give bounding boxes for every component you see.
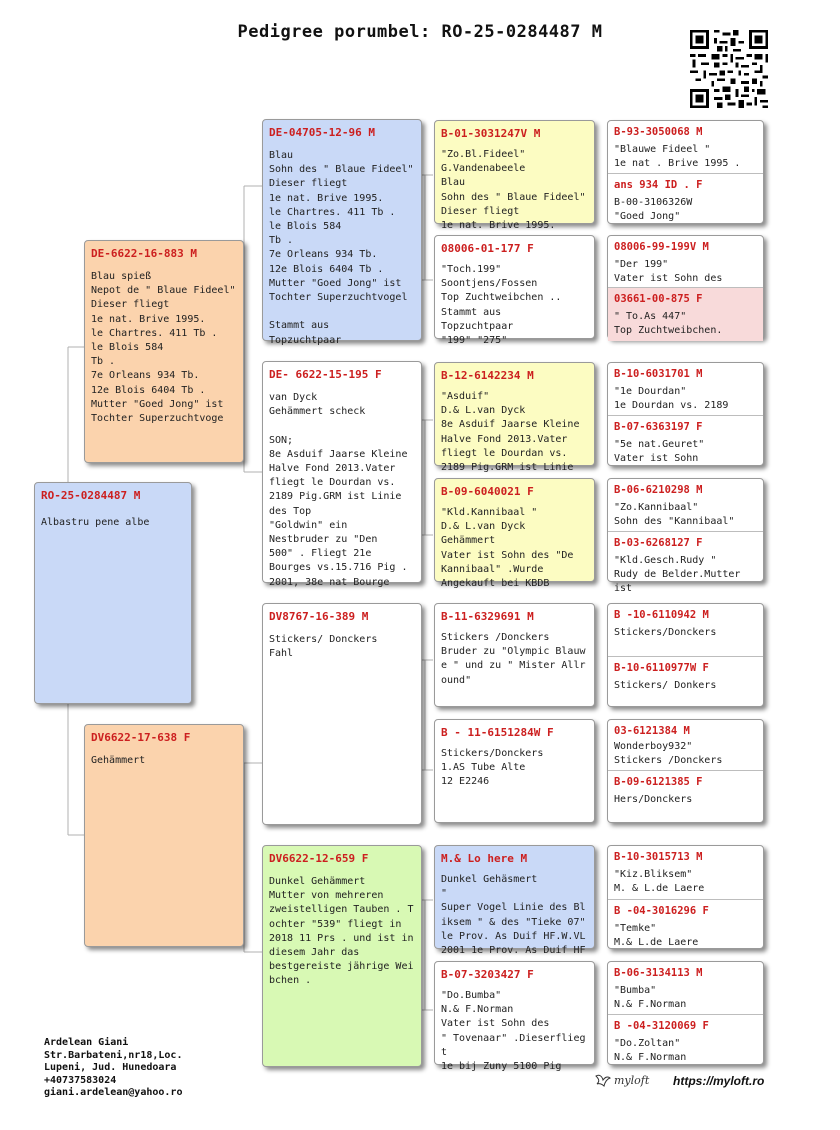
ancestor-dam[interactable] [608,656,763,709]
pigeon-info: Albastru pene albe [41,517,150,528]
pigeon-info: "Kiz.Bliksem" M. & L.de Laere [614,869,705,895]
ring-number: M.& Lo here M [441,852,528,865]
ancestor-card[interactable] [434,235,595,347]
ring-number: B-07-3203427 F [441,968,534,981]
myloft-logo: myloft [614,1074,650,1087]
ring-number: DE-6622-16-883 M [91,247,197,260]
ancestor-sire[interactable] [608,236,763,287]
owner-city: Lupeni, Jud. Hunedoara [44,1062,177,1074]
ancestor-card[interactable] [434,603,595,707]
pigeon-info: "Toch.199" Soontjens/Fossen Top Zuchtweibchen .. Stammt aus Topzuchtpaar "199" "275" [441,264,562,347]
pigeon-info: "Kld.Gesch.Rudy " Rudy de Belder.Mutter ist [614,555,741,595]
ring-number: B-06-3134113 M [614,967,703,979]
pigeon-info: Stickers/ Donkers [614,680,717,691]
owner-phone: +40737583024 [44,1074,117,1086]
subject-pigeon-card[interactable] [34,482,192,704]
ancestor-pair-card[interactable] [607,845,764,949]
ancestor-sire[interactable] [608,962,763,1014]
ancestor-sire[interactable] [608,363,763,415]
ring-number: ans 934 ID . F [614,179,703,191]
ancestor-dam[interactable] [608,1014,763,1067]
ring-number: B-10-3015713 M [614,851,703,863]
pigeon-info: B-00-3106326W "Goed Jong" [614,197,693,223]
dam-dam-card[interactable] [262,845,422,1067]
pigeon-info: Wonderboy932" Stickers /Donckers [614,741,723,767]
ring-number: B-06-6210298 M [614,484,703,496]
pigeon-info: van Dyck Gehämmert scheck SON; 8e Asduif Jaarse Kleine Halve Fond 2013.Vater fliegt le Dourdan vs. 2189 Pig.GRM ist Linie des Top "Goldwin" ein Nestbruder zu "Den 500" . Fliegt 21e Bourges vs.15.716 Pig . 2001, 38e nat Bourge [269,392,408,588]
ring-number: RO-25-0284487 M [41,489,141,502]
pigeon-info: Stickers/Donckers 1.AS Tube Alte 12 E2246 [441,748,544,788]
ring-number: B - 11-6151284W F [441,726,554,739]
ancestor-sire[interactable] [608,604,763,656]
ring-number: B-07-6363197 F [614,421,703,433]
ring-number: B-11-6329691 M [441,610,534,623]
pigeon-info: Dunkel Gehämmert Mutter von mehreren zweistelligen Tauben . T ochter "539" fliegt in 2018 11 Prs . und ist in diesem Jahr das bestgereiste jährige Wei bchen . [269,876,414,987]
ancestor-sire[interactable] [608,720,763,770]
owner-email[interactable]: giani.ardelean@yahoo.ro [44,1087,183,1099]
pigeon-info: "Do.Zoltan" N.& F.Norman [614,1038,687,1064]
pigeon-info: Stickers /Donckers Bruder zu "Olympic Blauw e " und zu " Mister Allr ound" [441,632,586,686]
ancestor-dam[interactable] [608,287,763,341]
owner-street: Str.Barbateni,nr18,Loc. [44,1049,183,1061]
pigeon-info: "Bumba" N.& F.Norman [614,985,687,1011]
ring-number: B-93-3050068 M [614,126,703,138]
pigeon-info: "Zo.Bl.Fideel" G.Vandenabeele Blau Sohn des " Blaue Fideel" Dieser fliegt 1e nat. Brive 1995. [441,149,586,232]
myloft-bird-icon [594,1072,612,1090]
ancestor-pair-card[interactable] [607,235,764,339]
ring-number: 08006-01-177 F [441,242,534,255]
dam-sire-card[interactable] [262,603,422,825]
pigeon-info: Blau Sohn des " Blaue Fideel" Dieser fliegt 1e nat. Brive 1995. le Chartres. 411 Tb . le Blois 584 Tb . 7e Orleans 934 Tb. 12e Blois 6404 Tb . Mutter "Goed Jong" ist Tochter Superzuchtvogel Stammt aus Topzuchtpaar [269,150,414,346]
ring-number: B-03-6268127 F [614,537,703,549]
ancestor-sire[interactable] [608,479,763,531]
ancestor-card[interactable] [434,478,595,590]
ring-number: B-10-6031701 M [614,368,703,380]
ancestor-card[interactable] [434,719,595,823]
pigeon-info: "Der 199" Vater ist Sohn des [614,259,723,285]
pigeon-info: "5e nat.Geuret" Vater ist Sohn [614,439,705,465]
dam-card[interactable] [84,724,244,947]
ancestor-dam[interactable] [608,173,763,226]
sire-sire-card[interactable] [262,119,422,346]
pigeon-info: "Temke" M.& L.de Laere [614,923,699,949]
pigeon-info: "Do.Bumba" N.& F.Norman Vater ist Sohn des " Tovenaar" .Dieserflieg t 1e bij Zuny 5100 Pig [441,990,586,1073]
ring-number: B -04-3120069 F [614,1020,709,1032]
sire-card[interactable] [84,240,244,463]
ancestor-pair-card[interactable] [607,478,764,595]
ancestor-sire[interactable] [608,846,763,899]
ancestor-dam[interactable] [608,770,763,825]
ancestor-dam[interactable] [608,415,763,468]
pigeon-info: "1e Dourdan" 1e Dourdan vs. 2189 [614,386,729,412]
ring-number: B -10-6110942 M [614,609,709,621]
page-title: Pedigree porumbel: RO-25-0284487 M [237,22,603,42]
pigeon-info: "Blauwe Fideel " 1e nat . Brive 1995 . [614,144,741,170]
ancestor-dam[interactable] [608,899,763,951]
owner-name: Ardelean Giani [44,1037,129,1048]
ring-number: B -04-3016296 F [614,905,709,917]
pigeon-info: Blau spieß Nepot de " Blaue Fideel" Dieser fliegt 1e nat. Brive 1995. le Chartres. 411 Tb . le Blois 584 Tb . 7e Orleans 934 Tb. 12e Blois 6404 Tb . Mutter "Goed Jong" ist Tochter Superzuchtvoge [91,271,236,425]
ancestor-pair-card[interactable] [607,961,764,1065]
ring-number: DV6622-17-638 F [91,731,191,744]
pigeon-info: "Zo.Kannibaal" Sohn des "Kannibaal" [614,502,735,528]
ancestor-pair-card[interactable] [607,120,764,224]
pigeon-info: Stickers/ Donckers Fahl [269,634,378,660]
owner-contact [44,1037,182,1100]
ancestor-dam[interactable] [608,531,763,595]
ring-number: 03661-00-875 F [614,293,703,305]
ancestor-card[interactable] [434,120,595,232]
ring-number: B-12-6142234 M [441,369,534,382]
sire-dam-card[interactable] [262,361,422,588]
pigeon-info: "Kld.Kannibaal " D.& L.van Dyck Gehämmert Vater ist Sohn des "De Kannibaal" .Wurde Angekauft bei KBDB [441,507,574,590]
ring-number: B-09-6040021 F [441,485,534,498]
pigeon-info: Hers/Donckers [614,794,693,805]
ring-number: B-09-6121385 F [614,776,703,788]
pigeon-info: Stickers/Donckers [614,627,717,638]
ring-number: DV6622-12-659 F [269,852,369,865]
ring-number: DE-04705-12-96 M [269,126,375,139]
pigeon-info: " To.As 447" Top Zuchtweibchen. [614,311,723,337]
footer-url-link[interactable]: https://myloft.ro [673,1074,765,1088]
ancestor-pair-card[interactable] [607,362,764,466]
ring-number: 03-6121384 M [614,725,690,737]
pigeon-info: "Asduif" D.& L.van Dyck 8e Asduif Jaarse Kleine Halve Fond 2013.Vater fliegt le Dourdan vs. 2189 Pig.GRM ist Linie [441,391,580,474]
ancestor-card[interactable] [434,845,595,957]
ancestor-sire[interactable] [608,121,763,173]
ancestor-pair-card[interactable] [607,603,764,707]
pigeon-info: Gehämmert [91,755,146,766]
ancestor-card[interactable] [434,362,595,474]
ring-number: B-10-6110977W F [614,662,709,674]
ancestor-pair-card[interactable] [607,719,764,823]
pigeon-info: Dunkel Gehäsmert " Super Vogel Linie des Bl iksem " & des "Tieke 07" le Prov. As Duif HF.W.VL 2001 1e Prov. As Duif HF [441,874,586,957]
ring-number: DV8767-16-389 M [269,610,369,623]
ring-number: B-01-3031247V M [441,127,541,140]
ring-number: 08006-99-199V M [614,241,709,253]
ring-number: DE- 6622-15-195 F [269,368,382,381]
ancestor-card[interactable] [434,961,595,1073]
